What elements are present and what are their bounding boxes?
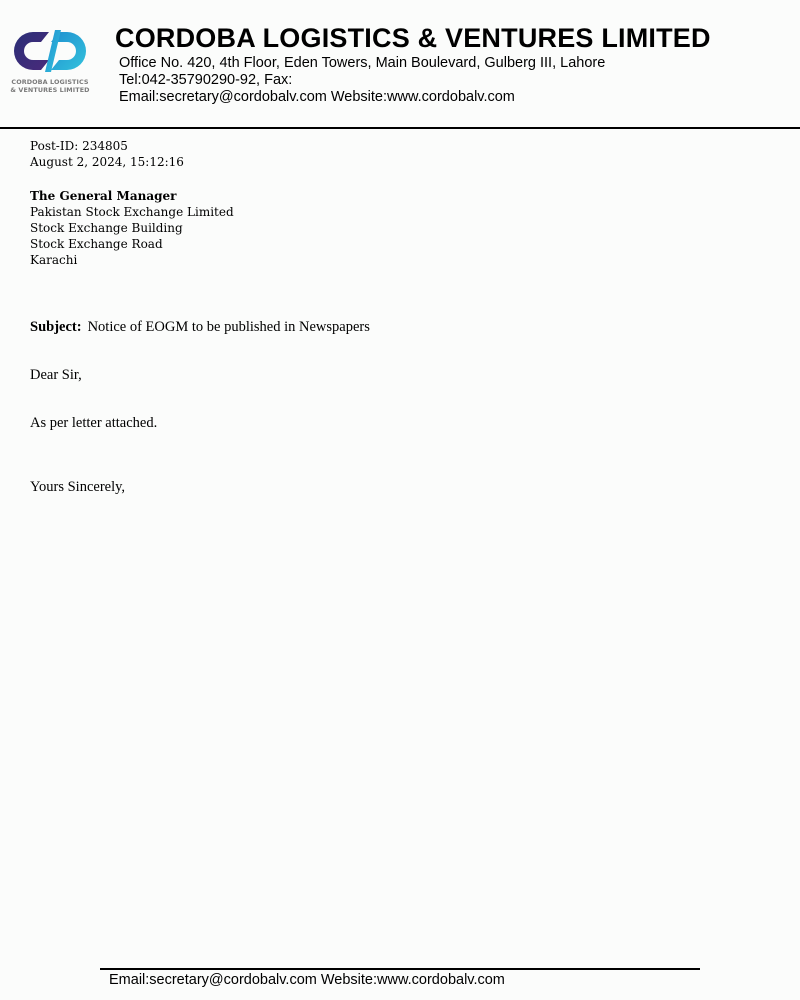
logo-caption: [3, 78, 97, 94]
closing: Yours Sincerely,: [30, 479, 126, 495]
addressee-block: [30, 188, 234, 268]
cl-monogram-icon: [5, 24, 95, 78]
company-address: Office No. 420, 4th Floor, Eden Towers, Main Boulevard, Gulberg III, Lahore: [119, 55, 606, 71]
footer-email-website: Email:secretary@cordobalv.com Website:www.cordobalv.com: [109, 972, 505, 988]
addressee-line: Stock Exchange Road: [30, 237, 163, 251]
addressee-line: Stock Exchange Building: [30, 221, 183, 235]
post-date: August 2, 2024, 15:12:16: [30, 155, 184, 169]
subject-line: [30, 318, 370, 336]
logo-caption-line1: CORDOBA LOGISTICS: [11, 78, 89, 86]
post-id: Post-ID: 234805: [30, 139, 128, 153]
addressee-line: Pakistan Stock Exchange Limited: [30, 205, 234, 219]
logo-caption-line2: & VENTURES LIMITED: [10, 86, 90, 94]
salutation: Dear Sir,: [30, 367, 82, 383]
addressee-title: The General Manager: [30, 189, 177, 203]
footer-divider: [100, 968, 700, 970]
header-divider: [0, 127, 800, 129]
subject-label: Subject:: [30, 319, 82, 335]
letterhead: [0, 0, 800, 128]
addressee-line: Karachi: [30, 253, 78, 267]
company-name: CORDOBA LOGISTICS & VENTURES LIMITED: [115, 23, 711, 53]
letter-body: As per letter attached.: [30, 415, 158, 431]
company-logo: [3, 24, 97, 100]
company-email-website: Email:secretary@cordobalv.com Website:www.cordobalv.com: [119, 89, 515, 105]
company-phone-fax: Tel:042-35790290-92, Fax:: [119, 72, 293, 88]
subject-text: Notice of EOGM to be published in Newspapers: [87, 319, 370, 335]
